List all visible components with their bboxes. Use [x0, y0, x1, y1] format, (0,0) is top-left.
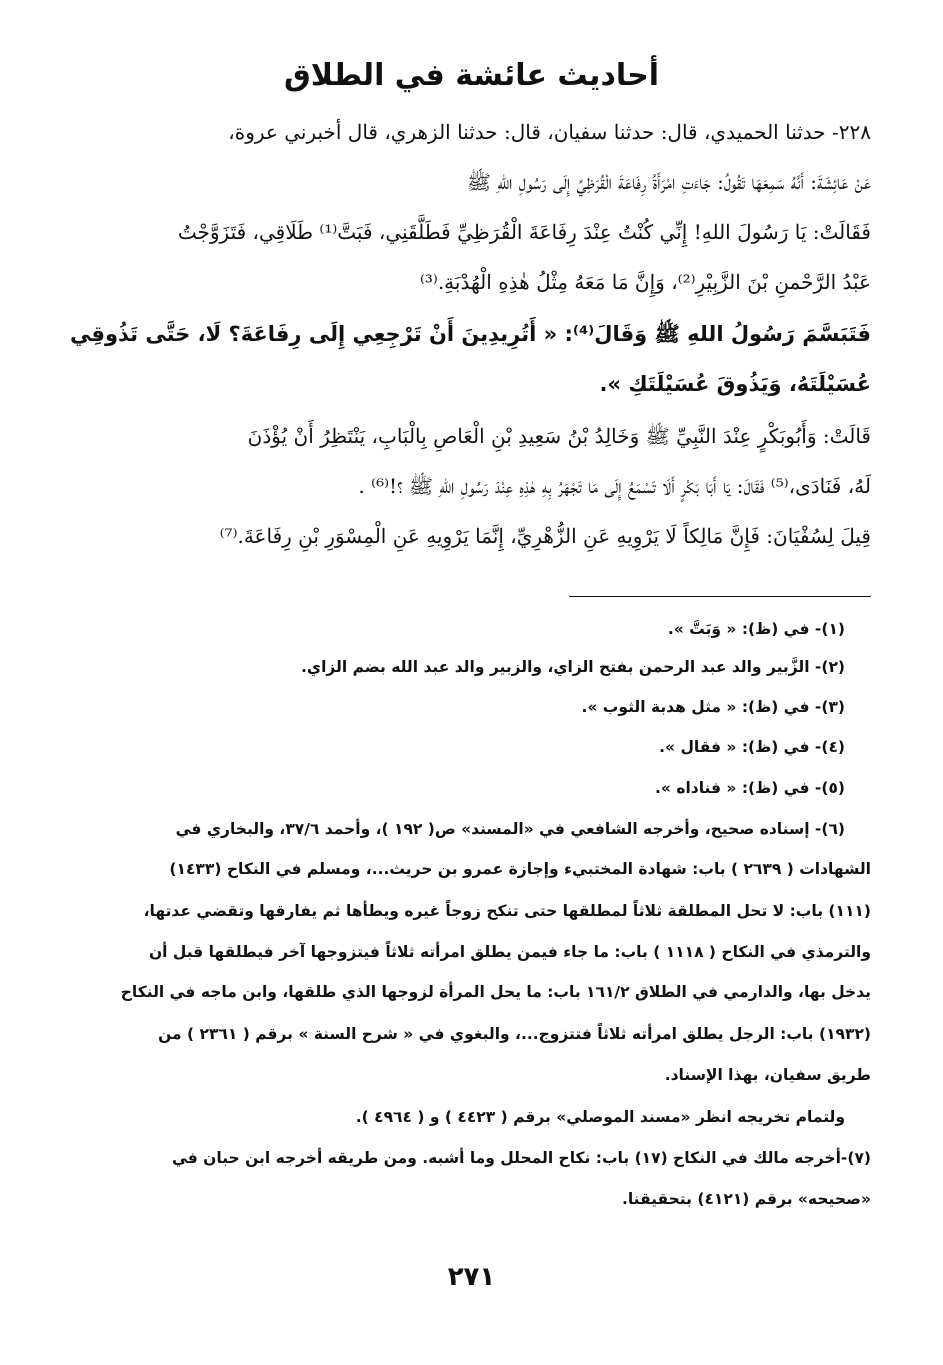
- footnote-line: (٧)-أخرجه مالك في النكاح (١٧) باب: نكاح المحلل وما أشبه. ومن طريقه أخرجه ابن حبان في: [171, 1149, 871, 1167]
- hadith-line: قَالَتْ: وَأَبُوبَكْرٍ عِنْدَ النَّبِيِّ ﷺ وَخَالِدُ بْنُ سَعِيدِ بْنِ الْعَاصِ بِالْبَابِ، يَنْتَظِرُ أَنْ يُؤْذَنَ: [247, 424, 871, 448]
- hadith-line: فَقَالَتْ: يَا رَسُولَ اللهِ! إِنِّي كُنْتُ عِنْدَ رِفَاعَةَ الْقُرَظِيِّ فَطَلَّقَنِي، فَبَتَّ⁽¹⁾ طَلَاقِي، فَتَزَوَّجْتُ: [177, 220, 871, 244]
- footnote-line: (٣)- في (ظ): « مثل هدبة الثوب ».: [581, 698, 845, 716]
- page-number: ٢٧١: [447, 1262, 496, 1292]
- footnote-line: (٦)- إسناده صحيح، وأخرجه الشافعي في «المسند» ص( ١٩٢ )، وأحمد ٣٧/٦، والبخاري في: [175, 820, 845, 838]
- footnote-line: (٢)- الزَّبير والد عبد الرحمن بفتح الزاي، والزبير والد عبد الله بضم الزاي.: [300, 658, 845, 676]
- footnote-line: (٥)- في (ظ): « فناداه ».: [655, 779, 845, 797]
- footnote-line: (١)- في (ظ): « وَبَتَّ ».: [667, 620, 845, 638]
- hadith-line: لَهُ، فَنَادَى،⁽⁵⁾ فَقَالَ: يَا أَبَا بَكْرٍ أَلَا تَسْمَعُ إِلَى مَا تَجْهَرُ بِهِ هٰذِهِ عِنْدَ رَسُولِ اللهِ ﷺ ؟!⁽⁶⁾ .: [358, 474, 871, 498]
- footnote-line: (١٩٣٢) باب: الرجل يطلق امرأته ثلاثاً فتتزوج...، والبغوي في « شرح السنة » برقم ( ٢٣٦١ ) من: [158, 1025, 871, 1043]
- footnote-line: يدخل بها، والدارمي في الطلاق ١٦١/٢ باب: ما يحل المرأة لزوجها الذي طلقها، وابن ماجه في النكاح: [120, 983, 871, 1001]
- hadith-line: ٢٢٨- حدثنا الحميدي، قال: حدثنا سفيان، قال: حدثنا الزهري، قال أخبرني عروة،: [228, 120, 871, 144]
- footnote-line: ولتمام تخريجه انظر «مسند الموصلي» برقم ( ٤٤٢٣ ) و ( ٤٩٦٤ ).: [355, 1108, 845, 1126]
- footnote-line: (٤)- في (ظ): « فقال ».: [659, 738, 845, 756]
- hadith-line-prophet-speech: فَتَبَسَّمَ رَسُولُ اللهِ ﷺ وَقَالَ⁽⁴⁾: « أَتُرِيدِينَ أَنْ تَرْجِعِي إِلَى رِفَاعَةَ؟ لَا، حَتَّى تَذُوقِي: [69, 322, 871, 346]
- page-title: أحاديث عائشة في الطلاق: [283, 58, 660, 93]
- hadith-line: قِيلَ لِسُفْيَانَ: فَإِنَّ مَالِكاً لَا يَرْوِيهِ عَنِ الزُّهْرِيِّ، إِنَّمَا يَرْوِيهِ عَنِ الْمِسْوَرِ بْنِ رِفَاعَةَ.⁽⁷⁾: [219, 524, 871, 548]
- hadith-line: عَنْ عَائِشَةَ: أَنَّهُ سَمِعَهَا تَقُولُ: جَاءَتِ امْرَأَةُ رِفَاعَةَ الْقُرَظِيِّ إِلَى رَسُولِ اللهِ ﷺ: [466, 170, 871, 194]
- footnote-line: والترمذي في النكاح ( ١١١٨ ) باب: ما جاء فيمن يطلق امرأته ثلاثاً فيتزوجها آخر فيطلقها قبل أن: [148, 943, 871, 961]
- hadith-line: عَبْدُ الرَّحْمنِ بْنَ الزَّبِيْرِ⁽²⁾، وَإِنَّ مَا مَعَهُ مِثْلُ هٰذِهِ الْهُدْبَةِ.⁽³⁾: [419, 270, 871, 294]
- hadith-line-prophet-speech: عُسَيْلَتَهُ، وَيَذُوقَ عُسَيْلَتَكِ ».: [599, 372, 871, 396]
- footnote-line: الشهادات ( ٢٦٣٩ ) باب: شهادة المختبيء وإجازة عمرو بن حريث...، ومسلم في النكاح (١٤٣٣): [169, 860, 871, 878]
- footnote-line: «صحيحه» برقم (٤١٢١) بتحقيقنا.: [621, 1190, 871, 1208]
- footnote-line: (١١١) باب: لا تحل المطلقة ثلاثاً لمطلقها حتى تنكح زوجاً غيره ويطأها ثم يفارقها وتقضي عدتها،: [143, 902, 871, 920]
- footnote-divider: [569, 596, 871, 597]
- footnote-line: طريق سفيان، بهذا الإسناد.: [664, 1066, 871, 1084]
